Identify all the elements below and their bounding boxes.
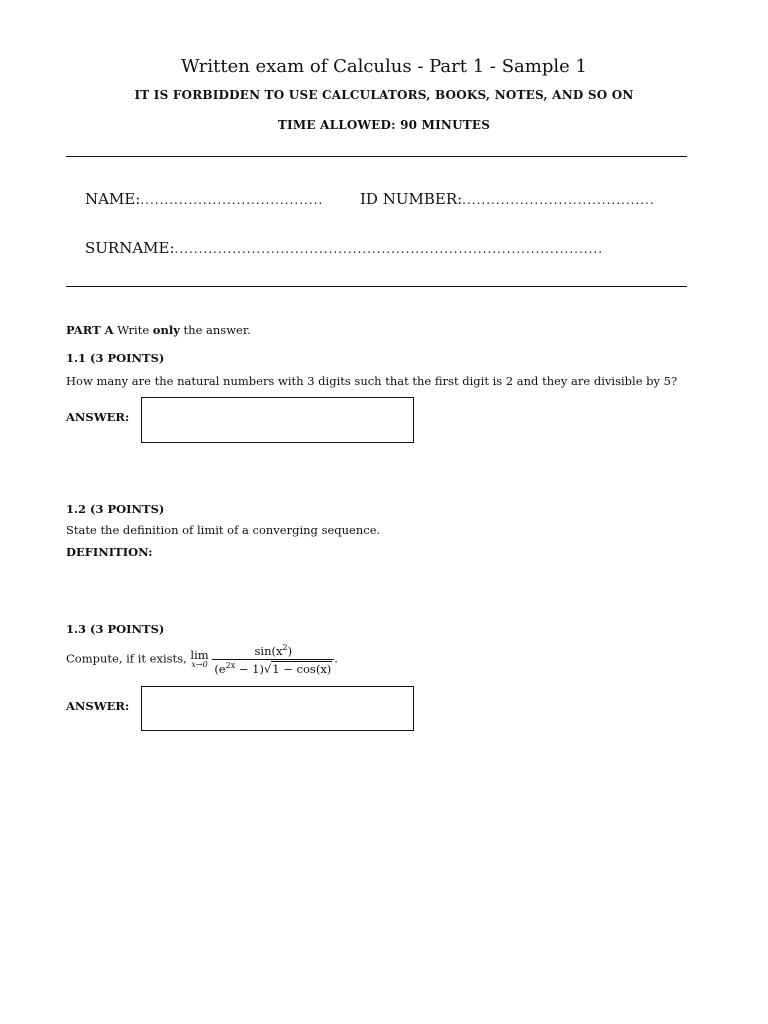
q3-expression — [66, 643, 338, 676]
part-a-label: PART A — [66, 323, 114, 337]
q1-heading: 1.1 (3 POINTS) — [66, 351, 165, 365]
surname-dots: ......................................................................................... — [174, 242, 604, 256]
id-number-dots: ........................................ — [462, 193, 655, 207]
name-label: NAME: — [85, 190, 141, 208]
name-field[interactable] — [85, 190, 360, 208]
id-number-label: ID NUMBER: — [360, 190, 463, 208]
fraction-denominator: $(e^{2x} - 1)√1 - \cos(x)$ — [214, 660, 332, 676]
name-dots: ...................................... — [140, 193, 324, 207]
q1-answer-label: ANSWER: — [66, 410, 130, 424]
surname-label: SURNAME: — [85, 239, 175, 257]
q3-answer-box[interactable] — [141, 686, 414, 731]
q3-answer-label: ANSWER: — [66, 699, 130, 713]
q2-definition-label: DEFINITION: — [66, 545, 153, 559]
q2-heading: 1.2 (3 POINTS) — [66, 502, 165, 516]
part-a-text-2: the answer. — [183, 323, 251, 337]
surname-field[interactable] — [85, 239, 687, 257]
q3-period: . — [334, 651, 338, 666]
id-number-field[interactable] — [360, 190, 687, 208]
top-divider — [66, 156, 687, 157]
limit-operator — [190, 647, 209, 670]
part-a-text-1: Write — [117, 323, 150, 337]
part-a-instructions — [66, 323, 251, 337]
q3-text: Compute, if it exists, — [66, 651, 187, 666]
fraction-numerator: $\sin(x^2)$ — [212, 643, 334, 660]
time-allowed: TIME ALLOWED: 90 MINUTES — [277, 118, 491, 132]
lim-subscript: x→0 — [191, 660, 208, 670]
rules-notice: IT IS FORBIDDEN TO USE CALCULATORS, BOOKS, NOTES, AND SO ON — [134, 88, 634, 102]
q3-heading: 1.3 (3 POINTS) — [66, 622, 165, 636]
exam-title: Written exam of Calculus - Part 1 - Sample 1 — [181, 56, 587, 77]
part-a-text-bold: only — [152, 323, 180, 337]
q1-answer-box[interactable] — [141, 397, 414, 443]
sqrt-symbol: √ — [263, 661, 272, 676]
lim-symbol: lim — [190, 647, 209, 662]
limit-fraction — [212, 643, 334, 676]
q2-text: State the definition of limit of a converging sequence. — [66, 523, 381, 537]
bottom-divider — [66, 286, 687, 287]
q1-text: How many are the natural numbers with 3 digits such that the first digit is 2 and they are divisible by 5? — [66, 374, 678, 388]
